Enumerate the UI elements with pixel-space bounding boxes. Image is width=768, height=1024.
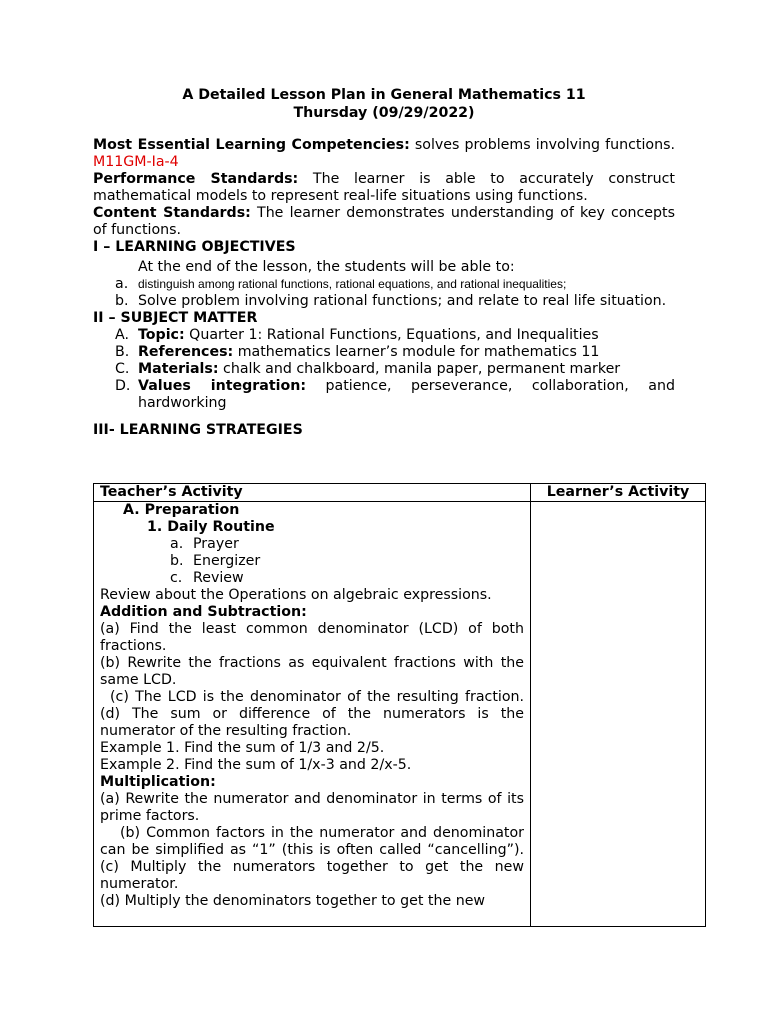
subject-label: Values integration: xyxy=(138,378,306,394)
strategies-heading: III- LEARNING STRATEGIES xyxy=(93,422,303,438)
melc-paragraph xyxy=(93,137,675,171)
addition-step-a: (a) Find the least common denominator (LCD) of both fractions. xyxy=(100,621,524,654)
content-label: Content Standards: xyxy=(93,205,251,221)
subject-text: patience, perseverance, collaboration, and hardworking xyxy=(138,378,675,411)
routine-item xyxy=(100,536,524,553)
objective-marker: b. xyxy=(115,293,129,309)
subject-marker: B. xyxy=(115,344,130,360)
subject-list xyxy=(93,327,675,412)
performance-label: Performance Standards: xyxy=(93,171,299,187)
subject-text: chalk and chalkboard, manila paper, permanent marker xyxy=(218,361,621,377)
objectives-intro: At the end of the lesson, the students will be able to: xyxy=(138,259,515,275)
multiplication-step-d: (d) Multiply the denominators together to get the new xyxy=(100,893,486,909)
melc-label: Most Essential Learning Competencies: xyxy=(93,137,410,153)
performance-text: The learner is able to accurately construct mathematical models to represent real-life situations using functions. xyxy=(93,171,675,204)
performance-paragraph xyxy=(93,171,675,205)
routine-text: Review xyxy=(193,570,244,586)
subject-text: mathematics learner’s module for mathematics 11 xyxy=(233,344,600,360)
routine-marker: a. xyxy=(170,536,184,552)
daily-routine-heading: 1. Daily Routine xyxy=(147,519,275,535)
routine-marker: b. xyxy=(170,553,184,569)
objective-item xyxy=(93,276,675,293)
example-2: Example 2. Find the sum of 1/x-3 and 2/x-5. xyxy=(100,757,412,773)
addition-step-b: (b) Rewrite the fractions as equivalent fractions with the same LCD. xyxy=(100,655,524,688)
content-paragraph xyxy=(93,205,675,239)
addition-heading: Addition and Subtraction: xyxy=(100,604,307,620)
subject-marker: D. xyxy=(115,378,131,394)
objective-text: distinguish among rational functions, rational equations, and rational inequalities; xyxy=(138,277,567,291)
addition-step-cd: (c) The LCD is the denominator of the resulting fraction. (d) The sum or difference of the numerators is the numerator of the resulting fraction. xyxy=(100,689,524,739)
routine-text: Prayer xyxy=(193,536,239,552)
melc-text: solves problems involving functions. xyxy=(409,137,675,153)
subject-marker: C. xyxy=(115,361,130,377)
review-text: Review about the Operations on algebraic expressions. xyxy=(100,587,492,603)
routine-item xyxy=(100,553,524,570)
routine-text: Energizer xyxy=(193,553,261,569)
document-body xyxy=(93,137,675,439)
objective-text: Solve problem involving rational functions; and relate to real life situation. xyxy=(138,293,667,309)
subject-item xyxy=(93,361,675,378)
document-title xyxy=(0,87,768,122)
objective-marker: a. xyxy=(115,276,129,292)
multiplication-heading: Multiplication: xyxy=(100,774,216,790)
subject-item xyxy=(93,344,675,361)
melc-code: M11GM-Ia-4 xyxy=(93,154,179,170)
routine-item xyxy=(100,570,524,587)
subject-label: References: xyxy=(138,344,234,360)
routine-marker: c. xyxy=(170,570,183,586)
objective-item xyxy=(93,293,675,310)
content-text: The learner demonstrates understanding of key concepts of functions. xyxy=(93,205,675,238)
subject-heading: II – SUBJECT MATTER xyxy=(93,310,258,326)
learner-activity-cell xyxy=(531,502,706,927)
activity-table xyxy=(93,483,706,927)
teacher-column-header: Teacher’s Activity xyxy=(94,484,531,502)
subject-text: Quarter 1: Rational Functions, Equations, and Inequalities xyxy=(184,327,599,343)
subject-label: Topic: xyxy=(138,327,185,343)
date-line: Thursday (09/29/2022) xyxy=(293,104,475,121)
learner-column-header: Learner’s Activity xyxy=(531,484,706,502)
subject-marker: A. xyxy=(115,327,129,343)
subject-label: Materials: xyxy=(138,361,219,377)
preparation-heading: A. Preparation xyxy=(123,502,240,518)
objectives-list xyxy=(93,276,675,310)
subject-item xyxy=(93,378,675,412)
title-line: A Detailed Lesson Plan in General Mathematics 11 xyxy=(182,87,586,103)
multiplication-step-a: (a) Rewrite the numerator and denominator in terms of its prime factors. xyxy=(100,791,524,824)
objectives-heading: I – LEARNING OBJECTIVES xyxy=(93,239,296,255)
teacher-activity-cell xyxy=(94,502,531,927)
multiplication-step-bc: (b) Common factors in the numerator and denominator can be simplified as “1” (this is often called “cancelling”). (c) Multiply the numerators together to get the new numerator. xyxy=(100,825,524,892)
subject-item xyxy=(93,327,675,344)
example-1: Example 1. Find the sum of 1/3 and 2/5. xyxy=(100,740,385,756)
